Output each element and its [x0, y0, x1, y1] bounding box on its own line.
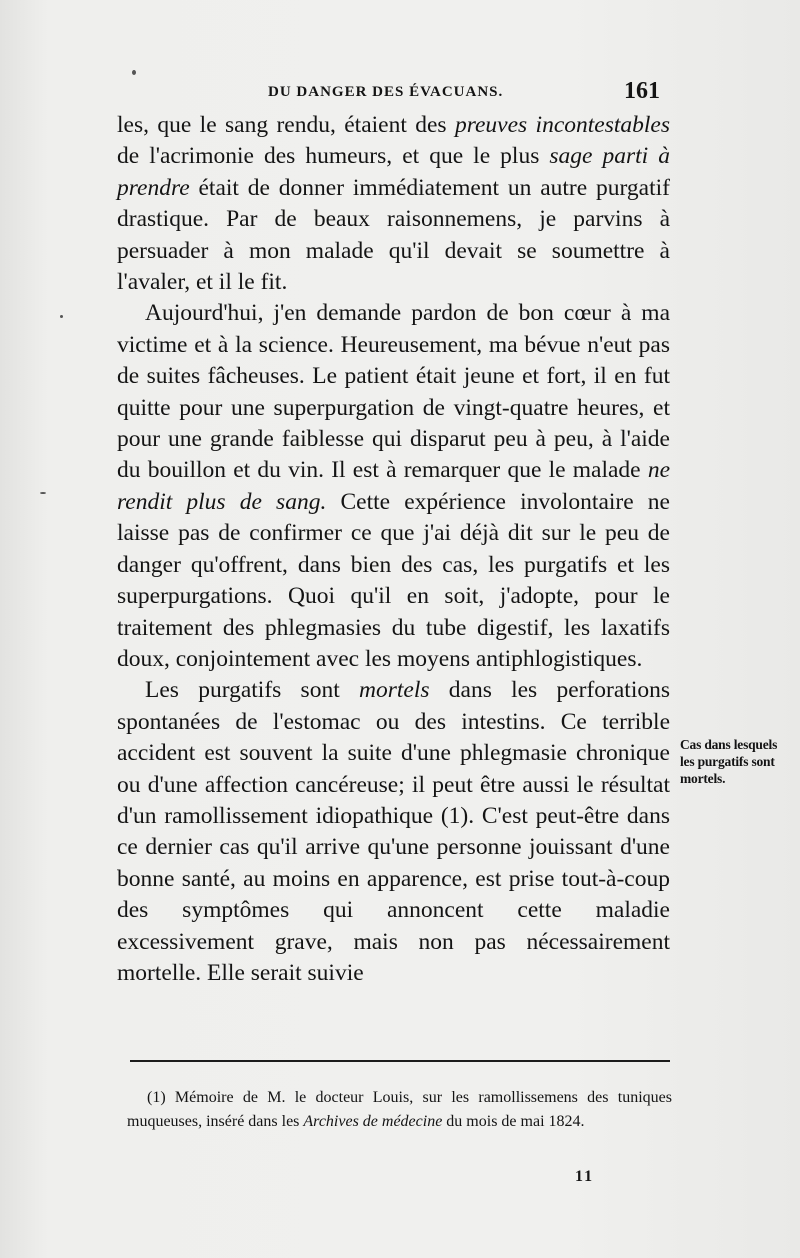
p2-italic-b: ne rendit plus de sang.	[117, 457, 670, 515]
p2-text-c: Cette expérience involontaire ne laisse pas de confirmer ce que j'ai déjà dit sur le peu de danger qu'offrent, dans bien des cas, les purgatifs et les superpurgations. Quoi qu'il en soit, j'adopte, pour le traitement des phlegmasies du tube digestif, les laxatifs doux, conjointement avec les moyens antiphlogistiques.	[117, 488, 670, 672]
paper-speck	[40, 492, 46, 494]
p3-text-a: Les purgatifs sont	[145, 677, 359, 704]
footnote-text-c: du mois de mai 1824.	[442, 1112, 585, 1130]
paper-speck	[60, 315, 63, 318]
footnote-italic-b: Archives de médecine	[303, 1112, 443, 1130]
footnote-text-a: (1) Mémoire de M. le docteur Louis, sur les ramollissemens des tuniques muqueuses, inséré dans les	[127, 1089, 672, 1130]
p2-text-a: Aujourd'hui, j'en demande pardon de bon cœur à ma victime et à la science. Heureusement, ma bévue n'eut pas de suites fâcheuses. Le patient était jeune et fort, il en fut quitte pour une superpurgation de vingt-quatre heures, et pour une grande faiblesse qui disparut peu à peu, à l'aide du bouillon et du vin. Il est à remarquer que le malade	[117, 300, 670, 484]
p1-text-a: les, que le sang rendu, étaient des	[117, 112, 455, 138]
paragraph-3	[117, 675, 670, 989]
footnote-text	[127, 1086, 672, 1133]
p1-italic-b: preuves incontestables	[454, 112, 670, 138]
p3-italic-b: mortels	[359, 677, 430, 704]
footnote	[127, 1086, 672, 1133]
paragraph-1	[117, 110, 670, 298]
marginal-note: Cas dans lesquels les purgatifs sont mortels.	[680, 737, 778, 786]
p1-text-c: de l'acrimonie des humeurs, et que le plus	[117, 143, 550, 170]
paper-speck	[132, 70, 136, 75]
p1-italic-d: sage parti à prendre	[117, 143, 671, 201]
body-text	[117, 110, 670, 989]
page-header	[150, 78, 660, 108]
page-number: 161	[624, 78, 660, 104]
running-title: DU DANGER DES ÉVACUANS.	[268, 84, 504, 100]
footnote-rule	[130, 1060, 670, 1062]
paragraph-2	[117, 298, 670, 675]
p3-text-c: dans les perforations spontanées de l'estomac ou des intestins. Ce terrible accident est souvent la suite d'une phlegmasie chronique ou d'une affection cancéreuse; il peut être aussi le résultat d'un ramollissement idiopathique (1). C'est peut-être dans ce dernier cas qu'il arrive qu'une personne jouissant d'une bonne santé, au moins en apparence, est prise tout-à-coup des symptômes qui annoncent cette maladie excessivement grave, mais non pas nécessairement mortelle. Elle serait suivie	[117, 677, 670, 986]
signature-mark: 11	[575, 1168, 595, 1185]
p1-text-e: était de donner immédiatement un autre purgatif drastique. Par de beaux raisonnemens, je parvins à persuader à mon malade qu'il devait se soumettre à l'avaler, et il le fit.	[117, 174, 670, 296]
